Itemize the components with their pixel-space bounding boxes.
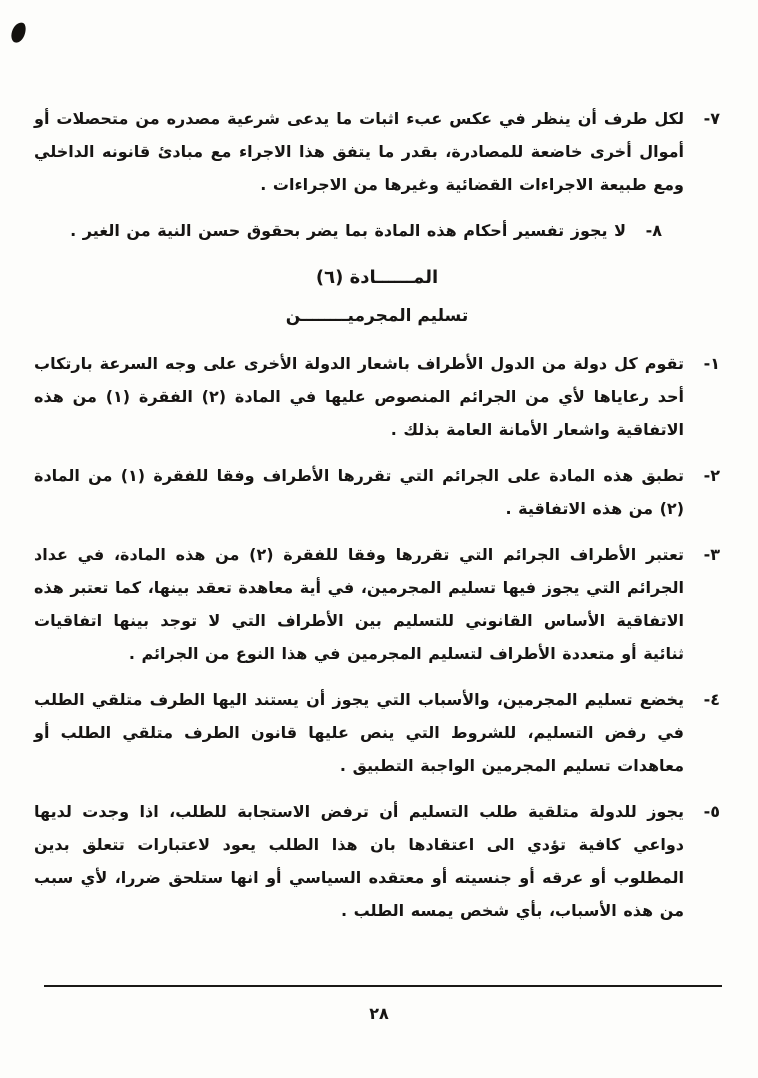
document-content: [34, 102, 720, 940]
page-number: ٢٨: [369, 1004, 389, 1023]
paragraph-4-number: ٤-: [703, 690, 720, 709]
paragraph-8: [34, 214, 720, 247]
paragraph-2: [34, 459, 720, 525]
paragraph-5: [34, 795, 720, 927]
paragraph-1-text: تقوم كل دولة من الدول الأطراف باشعار الدولة الأخرى على وجه السرعة بارتكاب أحد رعاياها لأي من الجرائم المنصوص عليها في المادة (٢) الفقرة (١) من هذه الاتفاقية واشعار الأمانة العامة بذلك .: [34, 354, 685, 439]
paragraph-3: [34, 538, 720, 670]
paragraph-8-number: ٨-: [645, 221, 662, 240]
paragraph-5-number: ٥-: [703, 802, 720, 821]
paragraph-8-text: لا يجوز تفسير أحكام هذه المادة بما يضر بحقوق حسن النية من الغير .: [70, 221, 626, 240]
paragraph-1-number: ١-: [703, 354, 720, 373]
scan-ink-mark: [9, 21, 27, 45]
paragraph-2-number: ٢-: [703, 466, 720, 485]
paragraph-5-text: يجوز للدولة متلقية طلب التسليم أن ترفض الاستجابة للطلب، اذا وجدت لديها دواعي كافية تؤدي الى اعتقادها بان هذا الطلب يعود لاعتبارات تتعلق بدين المطلوب أو عرقه أو جنسيته أو معتقده السياسي أو انها ستلحق ضررا، لأي سبب من هذه الأسباب، بأي شخص يمسه الطلب .: [34, 802, 684, 920]
paragraph-4-text: يخضع تسليم المجرمين، والأسباب التي يجوز أن يستند اليها الطرف متلقي الطلب في رفض التسليم، للشروط التي ينص عليها قانون الطرف متلقي الطلب أو معاهدات تسليم المجرمين الواجبة التطبيق .: [34, 690, 684, 775]
paragraph-2-text: تطبق هذه المادة على الجرائم التي تقررها الأطراف وفقا للفقرة (١) من المادة (٢) من هذه الاتفاقية .: [34, 466, 685, 518]
paragraph-4: [34, 683, 720, 782]
paragraph-7: [34, 102, 720, 201]
article-subtitle: تسليم المجرميــــــــن: [285, 306, 469, 326]
paragraph-1: [34, 347, 720, 446]
paragraph-7-text: لكل طرف أن ينظر في عكس عبء اثبات ما يدعى شرعية مصدره من متحصلات أو أموال أخرى خاضعة للمصادرة، بقدر ما يتفق هذا الاجراء مع مبادئ قانونه الداخلي ومع طبيعة الاجراءات القضائية وغيرها من الاجراءات .: [34, 109, 684, 194]
paragraph-3-number: ٣-: [703, 545, 720, 564]
article-heading: المــــــادة (٦): [315, 267, 439, 288]
paragraph-7-number: ٧-: [703, 109, 720, 128]
footer-rule: [44, 985, 722, 987]
paragraph-3-text: تعتبر الأطراف الجرائم التي تقررها وفقا للفقرة (٢) من هذه المادة، في عداد الجرائم التي يجوز فيها تسليم المجرمين، في أية معاهدة تعقد بينها، كما تعتبر هذه الاتفاقية الأساس القانوني للتسليم بين الأطراف التي لا توجد بينها اتفاقيات ثنائية أو متعددة الأطراف لتسليم المجرمين في هذا النوع من الجرائم .: [34, 545, 684, 663]
